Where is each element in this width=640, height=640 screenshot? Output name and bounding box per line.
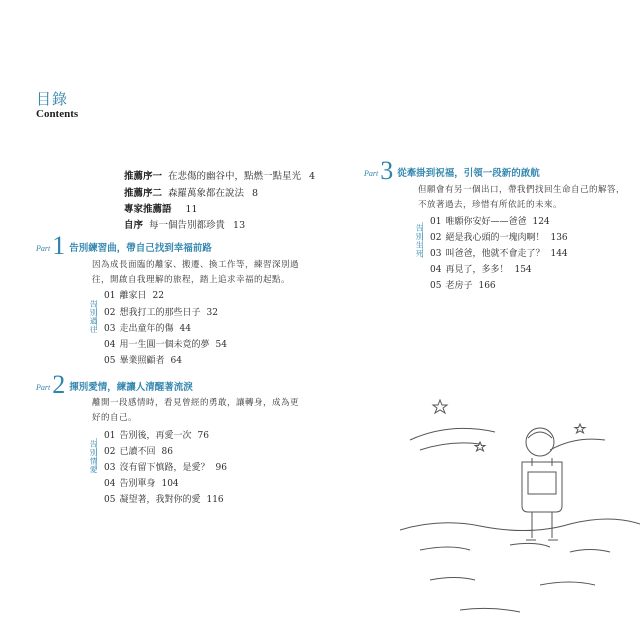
description-line: 因為成長面臨的離家、搬遷、換工作等，練習深別過 [92, 260, 300, 270]
part-label: Part [36, 244, 51, 253]
shooting-star-icon [550, 439, 605, 450]
child-legs [532, 512, 552, 538]
description-line: 但願會有另一個出口，帶我們找回生命自己的解答， [418, 185, 626, 195]
description-line: 不放著過去，珍惜有所依託的未來。 [418, 200, 563, 210]
child-with-backpack-illustration [400, 380, 640, 640]
front-page: 8 [252, 188, 259, 199]
chapter-item[interactable]: 01 離家日 22 [104, 291, 164, 301]
description-line: 好的自己。 [92, 413, 138, 423]
chapter-item[interactable]: 01 唯願你安好——爸爸 124 [430, 217, 550, 227]
front-matter-item[interactable] [124, 217, 245, 231]
part-2-header[interactable] [36, 370, 193, 399]
front-label: 專家推薦語 [124, 204, 172, 215]
chapter-item[interactable]: 01 告別後，再愛一次 76 [104, 431, 209, 441]
description-line: 往，開啟自我理解的旅程，踏上追求幸福的起點。 [92, 275, 291, 285]
part-3-header[interactable] [364, 156, 540, 185]
front-label: 推薦序一 [124, 171, 163, 182]
part-3-description [418, 183, 625, 213]
front-page: 11 [185, 204, 198, 215]
part-label: Part [36, 383, 51, 392]
group-label: 告別生死 [415, 224, 424, 258]
front-matter-item[interactable] [124, 168, 315, 182]
shooting-star-icon [420, 443, 480, 450]
front-label: 推薦序二 [124, 188, 163, 199]
group-label: 告別情愛 [89, 440, 98, 474]
front-text: 在悲傷的幽谷中，點燃一點星光 [168, 171, 302, 182]
chapter-item[interactable]: 05 畢業照顧者 64 [104, 356, 182, 366]
group-label: 告別過往 [89, 300, 98, 334]
chapter-item[interactable]: 03 沒有留下慎路，是愛？ 96 [104, 463, 227, 473]
part-number: 2 [52, 370, 66, 399]
front-page: 4 [309, 171, 316, 182]
part-title: 揮別愛情，練讓人清醒著流淚 [69, 382, 193, 393]
front-text: 每一個告別都珍貴 [149, 220, 226, 231]
front-label: 自序 [124, 220, 144, 231]
part-2-description [92, 396, 299, 426]
part-number: 3 [380, 156, 394, 185]
chapter-item[interactable]: 04 告別單身 104 [104, 479, 179, 489]
front-matter-item[interactable] [124, 185, 258, 199]
chapter-item[interactable]: 03 走出童年的傷 44 [104, 324, 191, 334]
chapter-item[interactable]: 02 絕是我心頭的一塊肉啊！ 136 [430, 233, 568, 243]
chapter-item[interactable]: 04 用一生圓一個未竟的夢 54 [104, 340, 227, 350]
toc-subtitle: Contents [36, 108, 79, 120]
chapter-item[interactable]: 05 凝望著，我對你的愛 116 [104, 495, 224, 505]
star-icon [433, 400, 447, 413]
part-1-header[interactable] [36, 231, 212, 260]
part-1-description [92, 258, 299, 288]
chapter-item[interactable]: 05 老房子 166 [430, 281, 496, 291]
part-title: 從牽掛到祝福，引領一段新的啟航 [397, 168, 540, 179]
front-page: 13 [233, 220, 246, 231]
part-number: 1 [52, 231, 66, 260]
description-line: 離開一段感情時，看見曾經的勇敢，讓轉身，成為更 [92, 398, 300, 408]
part-title: 告別練習曲，帶自己找到幸福前路 [69, 243, 212, 254]
star-icon [575, 424, 585, 433]
chapter-item[interactable]: 02 想我打工的那些日子 32 [104, 308, 218, 318]
front-text: 森羅萬象都在說法 [168, 188, 245, 199]
shooting-star-icon [410, 428, 495, 440]
chapter-item[interactable]: 03 叫爸爸，他就不會走了？ 144 [430, 249, 568, 259]
front-matter-item[interactable] [124, 201, 198, 215]
part-label: Part [364, 169, 379, 178]
toc-title: 目錄 [36, 90, 69, 108]
chapter-item[interactable]: 04 再見了，多多！ 154 [430, 265, 532, 275]
chapter-item[interactable]: 02 已讀不回 86 [104, 447, 173, 457]
hill [400, 519, 640, 531]
